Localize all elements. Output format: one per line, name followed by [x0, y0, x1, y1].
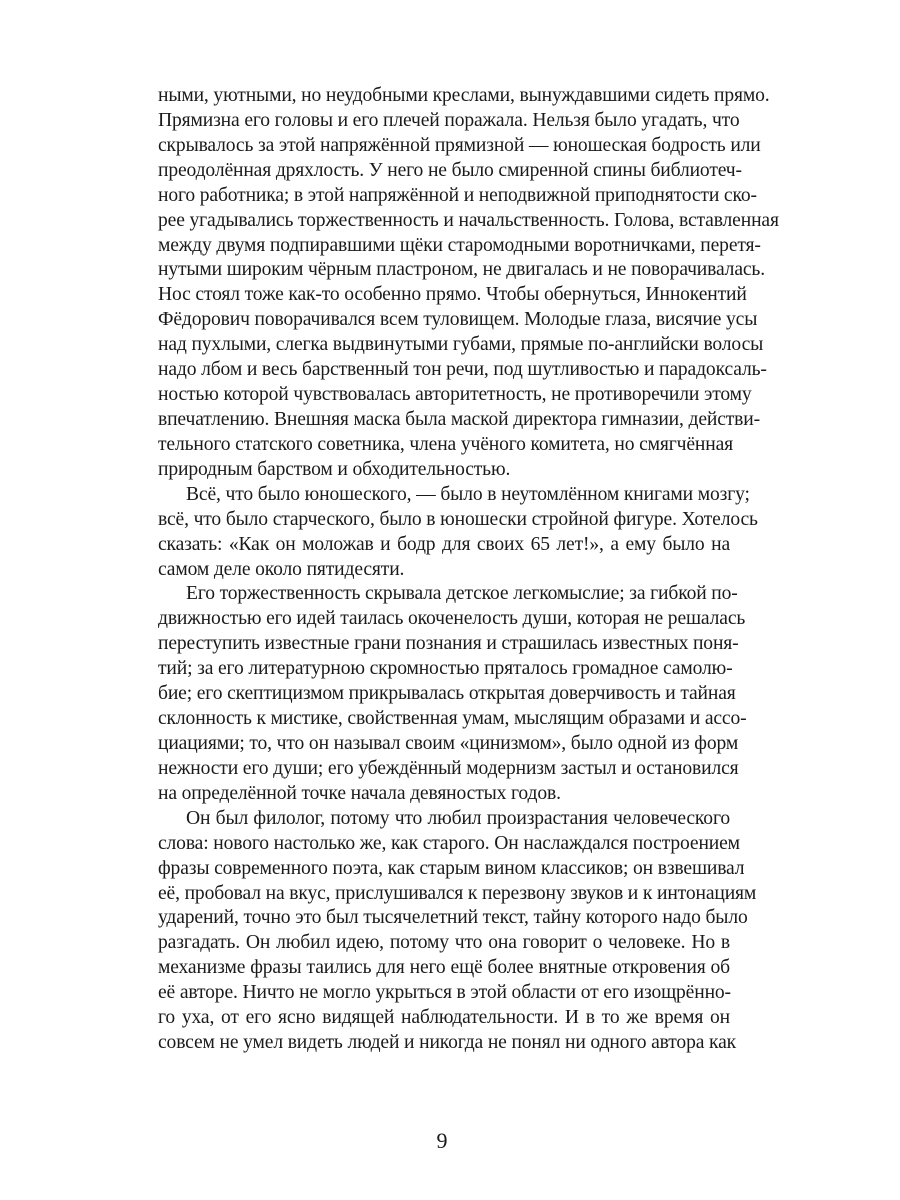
text-line: бие; его скептицизмом прикрывалась открытая доверчивость и тайная [158, 683, 736, 705]
body-text [158, 84, 779, 1056]
text-line: скрывалось за этой напряжённой прямизной — юношеская бодрость или [158, 134, 761, 156]
text-line: природным барством и обходительностью. [158, 458, 511, 480]
text-line: Фёдорович поворачивался всем туловищем. Молодые глаза, висячие усы [158, 309, 758, 331]
text-line: ностью которой чувствовалась авторитетность, не противоречили этому [158, 384, 752, 406]
paragraph-2 [158, 483, 758, 583]
paragraph-3 [158, 582, 747, 806]
text-line: её авторе. Ничто не могло укрыться в этой области от его изощрённо- [158, 982, 731, 1004]
text-line: нутыми широким чёрным пластроном, не двигалась и не поворачивалась. [158, 259, 765, 281]
text-line: преодолённая дряхлость. У него не было смиренной спины библиотеч- [158, 159, 742, 181]
text-line: разгадать. Он любил идею, потому что она говорит о человеке. Но в [158, 932, 730, 954]
text-line: механизме фразы таились для него ещё более внятные откровения об [158, 957, 730, 979]
text-line: Его торжественность скрывала детское легкомыслие; за гибкой по- [186, 583, 738, 605]
text-line: ного работника; в этой напряжённой и неподвижной приподнятости ско- [158, 184, 757, 206]
text-line: совсем не умел видеть людей и никогда не понял ни одного автора как [158, 1032, 737, 1054]
text-line: рее угадывались торжественность и начальственность. Голова, вставленная [158, 209, 779, 231]
text-line: между двумя подпиравшими щёки старомодными воротничками, перетя- [158, 234, 761, 256]
text-line: тельного статского советника, члена учёного комитета, но смягчённая [158, 433, 734, 455]
paragraph-4 [158, 807, 757, 1056]
text-line: склонность к мистике, свойственная умам, мыслящим образами и ассо- [158, 708, 747, 730]
text-line: Он был филолог, потому что любил произрастания человеческого [186, 807, 730, 829]
text-line: впечатлению. Внешняя маска была маской директора гимназии, действи- [158, 408, 760, 430]
text-line: Нос стоял тоже как-то особенно прямо. Чтобы обернуться, Иннокентий [158, 284, 747, 306]
text-line: тий; за его литературною скромностью пряталось громадное самолю- [158, 658, 733, 680]
text-line: ными, уютными, но неудобными креслами, вынуждавшими сидеть прямо. [158, 85, 770, 106]
text-line: циациями; то, что он называл своим «цинизмом», было одной из форм [158, 732, 739, 754]
text-line: переступить известные грани познания и страшилась известных поня- [158, 633, 739, 655]
text-line: нежности его души; его убеждённый модернизм застыл и остановился [158, 757, 739, 779]
text-line: ударений, точно это был тысячелетний текст, тайну которого надо было [158, 907, 748, 929]
text-line: го уха, от его ясно видящей наблюдательности. И в то же время он [158, 1007, 730, 1029]
text-line: сказать: «Как он моложав и бодр для своих 65 лет!», а ему было на [158, 533, 730, 555]
text-line: надо лбом и весь барственный тон речи, под шутливостью и парадоксаль- [158, 359, 767, 381]
text-line: движностью его идей таилась окоченелость души, которая не решалась [158, 608, 746, 630]
paragraph-1 [158, 84, 779, 483]
text-line: фразы современного поэта, как старым вином классиков; он взвешивал [158, 857, 745, 879]
page-number: 9 [436, 1128, 448, 1153]
text-line: самом деле около пятидесяти. [158, 558, 405, 580]
text-line: Всё, что было юношеского, — было в неутомлённом книгами мозгу; [186, 483, 750, 505]
text-line: её, пробовал на вкус, прислушивался к перезвону звуков и к интонациям [158, 882, 757, 904]
text-line: Прямизна его головы и его плечей поражала. Нельзя было угадать, что [158, 109, 740, 131]
text-line: на определённой точке начала девяностых годов. [158, 782, 561, 804]
text-line: над пухлыми, слегка выдвинутыми губами, прямые по-английски волосы [158, 334, 764, 356]
text-line: слова: нового настолько же, как старого. Он наслаждался построением [158, 832, 740, 854]
text-line: всё, что было старческого, было в юношески стройной фигуре. Хотелось [158, 508, 758, 530]
